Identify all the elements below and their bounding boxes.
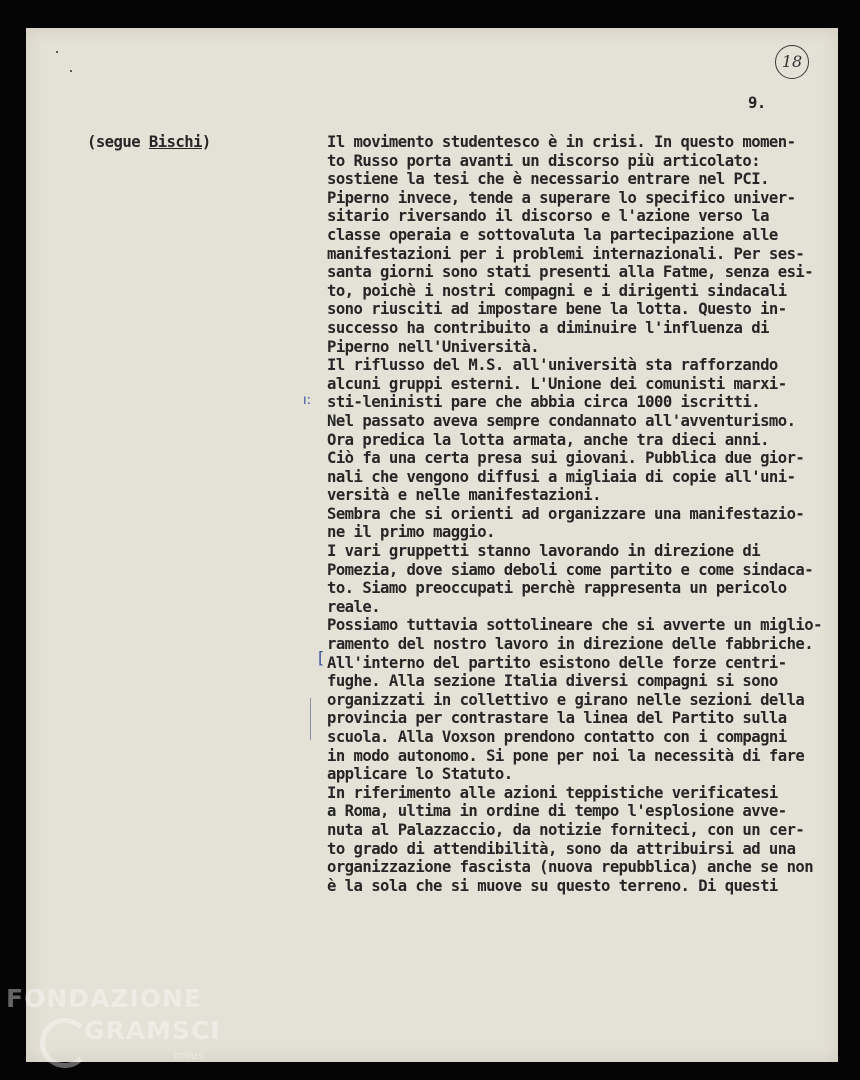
watermark-line-1: FONDAZIONE [6, 984, 203, 1013]
text-line: è la sola che si muove su questo terreno. Di questi [327, 876, 778, 895]
text-line: ne il primo maggio. [327, 523, 495, 542]
speaker-label [87, 133, 211, 151]
text-line: in modo autonomo. Si pone per noi la necessità di fare [327, 746, 805, 765]
text-line: reale. [327, 597, 381, 616]
text-line: Pomezia, dove siamo deboli come partito e come sindaca- [327, 560, 814, 579]
text-line: to grado di attendibilità, sono da attribuirsi ad una [327, 839, 796, 858]
speaker-name: Bischi [148, 133, 202, 151]
text-line: Il movimento studentesco è in crisi. In questo momen- [327, 133, 796, 151]
archive-page-number: 18 [775, 45, 809, 79]
text-line: Nel passato aveva sempre condannato all'avventurismo. [327, 411, 796, 430]
watermark-line-3: onlus [174, 1049, 204, 1062]
page-number: 9. [748, 94, 766, 112]
body-text [327, 133, 847, 895]
text-line: I vari gruppetti stanno lavorando in direzione di [327, 542, 761, 561]
paper-speck [70, 70, 72, 72]
text-line: Possiamo tuttavia sottolineare che si avverte un miglio- [327, 616, 822, 635]
text-line: classe operaia e sottovaluta la partecipazione alle [327, 225, 778, 244]
text-line: sti-leninisti pare che abbia circa 1000 iscritti. [327, 393, 761, 412]
margin-pencil-line [310, 698, 311, 740]
speaker-prefix: (segue [87, 133, 149, 151]
speaker-suffix: ) [201, 133, 211, 151]
text-line: ramento del nostro lavoro in direzione delle fabbriche. [327, 635, 814, 654]
text-line: organizzati in collettivo e girano nelle sezioni della [327, 690, 805, 709]
text-line: to Russo porta avanti un discorso più articolato: [327, 151, 761, 170]
text-line: Ciò fa una certa presa sui giovani. Pubblica due gior- [327, 449, 805, 468]
text-line: to, poichè i nostri compagni e i dirigenti sindacali [327, 281, 787, 300]
text-line: provincia per contrastare la linea del Partito sulla [327, 709, 787, 728]
margin-bracket-mark: [ [318, 648, 325, 667]
text-line: sono riusciti ad impostare bene la lotta. Questo in- [327, 300, 787, 319]
watermark-line-2: GRAMSCI [84, 1016, 221, 1045]
text-line: Ora predica la lotta armata, anche tra dieci anni. [327, 430, 769, 449]
text-line: sostiene la tesi che è necessario entrare nel PCI. [327, 170, 769, 189]
margin-annotation-mark: ı: [303, 393, 311, 408]
text-line: sitario riversando il discorso e l'azione verso la [327, 207, 769, 226]
text-line: alcuni gruppi esterni. L'Unione dei comunisti marxi- [327, 374, 787, 393]
text-line: applicare lo Statuto. [327, 765, 513, 784]
watermark-ring-logo [40, 1018, 90, 1068]
text-line: nuta al Palazzaccio, da notizie forniteci, con un cer- [327, 820, 805, 839]
text-line: santa giorni sono stati presenti alla Fatme, senza esi- [327, 263, 814, 282]
fondazione-gramsci-watermark [6, 984, 221, 1062]
text-line: scuola. Alla Voxson prendono contatto con i compagni [327, 728, 787, 746]
text-line: to. Siamo preoccupati perchè rappresenta un pericolo [327, 579, 787, 598]
paper-speck [56, 51, 58, 53]
text-line: nali che vengono diffusi a migliaia di copie all'uni- [327, 467, 796, 486]
text-line: In riferimento alle azioni teppistiche verificatesi [327, 783, 778, 802]
text-line: manifestazioni per i problemi internazionali. Per ses- [327, 244, 805, 263]
text-line: Piperno nell'Università. [327, 337, 540, 356]
text-line: a Roma, ultima in ordine di tempo l'esplosione avve- [327, 802, 787, 821]
text-line: Il riflusso del M.S. all'università sta rafforzando [327, 356, 778, 375]
text-line: fughe. Alla sezione Italia diversi compagni si sono [327, 672, 778, 691]
text-line: Sembra che si orienti ad organizzare una manifestazio- [327, 504, 805, 523]
text-line: versità e nelle manifestazioni. [327, 486, 601, 505]
text-line: Piperno invece, tende a superare lo specifico univer- [327, 188, 796, 207]
text-line: organizzazione fascista (nuova repubblica) anche se non [327, 858, 814, 877]
text-line: successo ha contribuito a diminuire l'influenza di [327, 318, 769, 337]
text-line: All'interno del partito esistono delle forze centri- [327, 653, 787, 672]
